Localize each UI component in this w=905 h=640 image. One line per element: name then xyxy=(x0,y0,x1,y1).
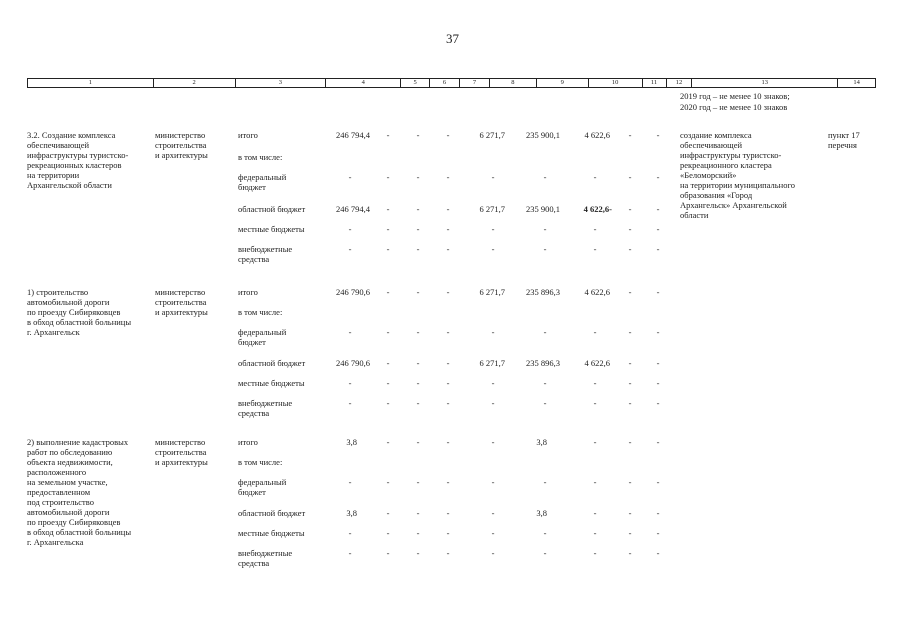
cell-dash: - xyxy=(491,398,495,408)
cell-dash: - xyxy=(446,204,450,214)
cell-dash: - xyxy=(416,528,420,538)
reference: пункт 17 перечня xyxy=(828,130,860,150)
cell-dash: - xyxy=(348,224,352,234)
cell-dash: - xyxy=(348,172,352,182)
cell-dash: - xyxy=(386,528,390,538)
cell-dash: - xyxy=(628,287,632,297)
cell-regional-col9: 3,8 xyxy=(536,508,547,518)
cell-total-col9: 235 896,3 xyxy=(526,287,560,297)
cell-dash: - xyxy=(386,378,390,388)
cell-dash: - xyxy=(446,548,450,558)
cell-dash: - xyxy=(348,528,352,538)
column-number: 7 xyxy=(460,79,490,87)
column-number: 9 xyxy=(537,79,589,87)
row-label-federal: федеральный бюджет xyxy=(238,172,287,192)
cell-dash: - xyxy=(656,327,660,337)
cell-regional-col4: 246 790,6 xyxy=(336,358,370,368)
cell-dash: - xyxy=(656,477,660,487)
cell-dash: - xyxy=(446,508,450,518)
cell-dash: - xyxy=(416,224,420,234)
cell-dash: - xyxy=(656,224,660,234)
carry-over-note xyxy=(680,91,790,113)
cell-dash: - xyxy=(348,327,352,337)
cell-dash: - xyxy=(386,130,390,140)
executor: министерство строительства и архитектуры xyxy=(155,287,208,317)
cell-dash: - xyxy=(446,528,450,538)
cell-dash: - xyxy=(386,172,390,182)
column-number: 13 xyxy=(692,79,838,87)
cell-dash: - xyxy=(491,508,495,518)
cell-dash: - xyxy=(416,477,420,487)
cell-dash: - xyxy=(628,224,632,234)
cell-dash: - xyxy=(628,378,632,388)
activity-name: 2) выполнение кадастровых работ по обследованию объекта недвижимости, расположенного на земельном участке, предоставленном под строительство автомобильной дороги по проезду Сибиряковцев в обход областной больницы г. Архангельска xyxy=(27,437,132,547)
cell-dash: - xyxy=(386,327,390,337)
cell-dash: - xyxy=(491,378,495,388)
cell-dash: - xyxy=(656,528,660,538)
cell-dash: - xyxy=(491,477,495,487)
cell-dash: - xyxy=(543,224,547,234)
cell-dash: - xyxy=(348,477,352,487)
cell-dash: - xyxy=(446,224,450,234)
column-number: 4 xyxy=(326,79,401,87)
cell-dash: - xyxy=(348,244,352,254)
cell-dash: - xyxy=(416,508,420,518)
cell-dash: - xyxy=(656,358,660,368)
cell-dash: - xyxy=(386,204,390,214)
cell-dash: - xyxy=(416,358,420,368)
cell-dash: - xyxy=(593,378,597,388)
row-label-including: в том числе: xyxy=(238,152,283,162)
cell-dash: - xyxy=(593,528,597,538)
expected-result: создание комплекса обеспечивающей инфраструктуры туристско- рекреационного кластера «Беломорский» на территории муниципального образования «Город Архангельск» Архангельской области xyxy=(680,130,795,220)
cell-dash: - xyxy=(386,398,390,408)
cell-dash: - xyxy=(593,172,597,182)
cell-dash: - xyxy=(543,477,547,487)
cell-dash: - xyxy=(491,528,495,538)
cell-dash: - xyxy=(543,244,547,254)
cell-dash: - xyxy=(628,508,632,518)
row-label-local: местные бюджеты xyxy=(238,378,305,388)
row-label-including: в том числе: xyxy=(238,457,283,467)
cell-dash: - xyxy=(446,477,450,487)
cell-dash: - xyxy=(416,437,420,447)
cell-total-col10: 4 622,6 xyxy=(584,287,610,297)
row-label-extrabudgetary: внебюджетные средства xyxy=(238,548,293,568)
row-label-regional: областной бюджет xyxy=(238,358,306,368)
row-label-extrabudgetary: внебюджетные средства xyxy=(238,398,293,418)
cell-dash: - xyxy=(386,224,390,234)
column-number: 10 xyxy=(589,79,643,87)
cell-dash: - xyxy=(446,398,450,408)
cell-dash: - xyxy=(593,548,597,558)
cell-total-col4: 3,8 xyxy=(346,437,357,447)
cell-dash: - xyxy=(416,244,420,254)
column-number: 6 xyxy=(430,79,460,87)
cell-dash: - xyxy=(446,437,450,447)
cell-dash: - xyxy=(593,327,597,337)
cell-dash: - xyxy=(656,287,660,297)
cell-dash: - xyxy=(543,398,547,408)
cell-total-col4: 246 790,6 xyxy=(336,287,370,297)
page-number: 37 xyxy=(446,31,459,46)
cell-dash: - xyxy=(386,508,390,518)
cell-dash: - xyxy=(628,358,632,368)
cell-dash: - xyxy=(446,327,450,337)
cell-dash: - xyxy=(628,327,632,337)
cell-dash: - xyxy=(656,130,660,140)
cell-dash: - xyxy=(386,358,390,368)
cell-dash: - xyxy=(628,398,632,408)
row-label-including: в том числе: xyxy=(238,307,283,317)
cell-dash: - xyxy=(656,204,660,214)
cell-total-col10: 4 622,6 xyxy=(584,130,610,140)
cell-dash: - xyxy=(386,437,390,447)
activity-name: 3.2. Создание комплекса обеспечивающей инфраструктуры туристско- рекреационных кластеров на территории Архангельской области xyxy=(27,130,129,190)
cell-dash: - xyxy=(628,437,632,447)
cell-dash: - xyxy=(386,548,390,558)
cell-dash: - xyxy=(628,172,632,182)
column-number: 3 xyxy=(236,79,327,87)
cell-dash: - xyxy=(656,508,660,518)
cell-dash: - xyxy=(656,398,660,408)
cell-regional-col10: 4 622,6- xyxy=(583,204,612,214)
column-number: 14 xyxy=(853,79,860,86)
cell-dash: - xyxy=(628,130,632,140)
executor: министерство строительства и архитектуры xyxy=(155,130,208,160)
cell-dash: - xyxy=(656,172,660,182)
note-line: 2020 год – не менее 10 знаков xyxy=(680,102,788,112)
cell-dash: - xyxy=(628,477,632,487)
cell-dash: - xyxy=(416,130,420,140)
column-number: 12 xyxy=(667,79,693,87)
cell-total-col9: 3,8 xyxy=(536,437,547,447)
row-label-total: итого xyxy=(238,287,258,297)
cell-dash: - xyxy=(656,437,660,447)
cell-total-col9: 235 900,1 xyxy=(526,130,560,140)
cell-dash: - xyxy=(416,204,420,214)
column-number: 5 xyxy=(401,79,430,87)
cell-dash: - xyxy=(491,327,495,337)
cell-dash: - xyxy=(416,287,420,297)
row-label-local: местные бюджеты xyxy=(238,224,305,234)
cell-dash: - xyxy=(628,204,632,214)
cell-dash: - xyxy=(628,528,632,538)
cell-dash: - xyxy=(386,287,390,297)
cell-regional-col4: 246 794,4 xyxy=(336,204,370,214)
table-header-numbering xyxy=(27,78,876,88)
cell-dash: - xyxy=(416,378,420,388)
column-number: 11 xyxy=(643,79,667,87)
cell-dash: - xyxy=(656,548,660,558)
cell-dash: - xyxy=(543,528,547,538)
cell-dash: - xyxy=(593,224,597,234)
row-label-federal: федеральный бюджет xyxy=(238,327,287,347)
row-label-regional: областной бюджет xyxy=(238,204,306,214)
cell-dash: - xyxy=(543,548,547,558)
cell-total-col8: 6 271,7 xyxy=(479,287,505,297)
cell-regional-col4: 3,8 xyxy=(346,508,357,518)
cell-dash: - xyxy=(446,172,450,182)
cell-dash: - xyxy=(656,378,660,388)
cell-dash: - xyxy=(348,398,352,408)
cell-dash: - xyxy=(628,244,632,254)
cell-dash: - xyxy=(628,548,632,558)
cell-regional-col10: 4 622,6 xyxy=(584,358,610,368)
row-label-total: итого xyxy=(238,130,258,140)
cell-dash: - xyxy=(543,327,547,337)
column-number: 8 xyxy=(490,79,537,87)
cell-dash: - xyxy=(593,508,597,518)
cell-dash: - xyxy=(543,172,547,182)
cell-dash: - xyxy=(491,548,495,558)
row-label-federal: федеральный бюджет xyxy=(238,477,287,497)
cell-total-col8: 6 271,7 xyxy=(479,130,505,140)
cell-dash: - xyxy=(593,477,597,487)
cell-dash: - xyxy=(491,437,495,447)
cell-dash: - xyxy=(491,172,495,182)
cell-dash: - xyxy=(446,130,450,140)
cell-total-col4: 246 794,4 xyxy=(336,130,370,140)
cell-dash: - xyxy=(386,244,390,254)
row-label-total: итого xyxy=(238,437,258,447)
row-label-regional: областной бюджет xyxy=(238,508,306,518)
cell-dash: - xyxy=(491,224,495,234)
column-number: 1 xyxy=(28,79,154,87)
cell-dash: - xyxy=(416,327,420,337)
cell-regional-col8: 6 271,7 xyxy=(479,358,505,368)
row-label-local: местные бюджеты xyxy=(238,528,305,538)
cell-dash: - xyxy=(656,244,660,254)
cell-dash: - xyxy=(386,477,390,487)
activity-name: 1) строительство автомобильной дороги по проезду Сибиряковцев в обход областной больницы г. Архангельск xyxy=(27,287,132,337)
cell-dash: - xyxy=(593,437,597,447)
cell-dash: - xyxy=(416,172,420,182)
cell-dash: - xyxy=(593,398,597,408)
column-number: 2 xyxy=(154,79,236,87)
cell-regional-col8: 6 271,7 xyxy=(479,204,505,214)
cell-dash: - xyxy=(446,378,450,388)
cell-dash: - xyxy=(416,548,420,558)
cell-dash: - xyxy=(446,287,450,297)
cell-dash: - xyxy=(416,398,420,408)
cell-dash: - xyxy=(446,358,450,368)
cell-regional-col9: 235 900,1 xyxy=(526,204,560,214)
row-label-extrabudgetary: внебюджетные средства xyxy=(238,244,293,264)
cell-dash: - xyxy=(491,244,495,254)
executor: министерство строительства и архитектуры xyxy=(155,437,208,467)
note-line: 2019 год – не менее 10 знаков; xyxy=(680,91,790,101)
cell-dash: - xyxy=(446,244,450,254)
cell-dash: - xyxy=(348,548,352,558)
cell-dash: - xyxy=(593,244,597,254)
cell-dash: - xyxy=(543,378,547,388)
cell-regional-col9: 235 896,3 xyxy=(526,358,560,368)
cell-dash: - xyxy=(348,378,352,388)
